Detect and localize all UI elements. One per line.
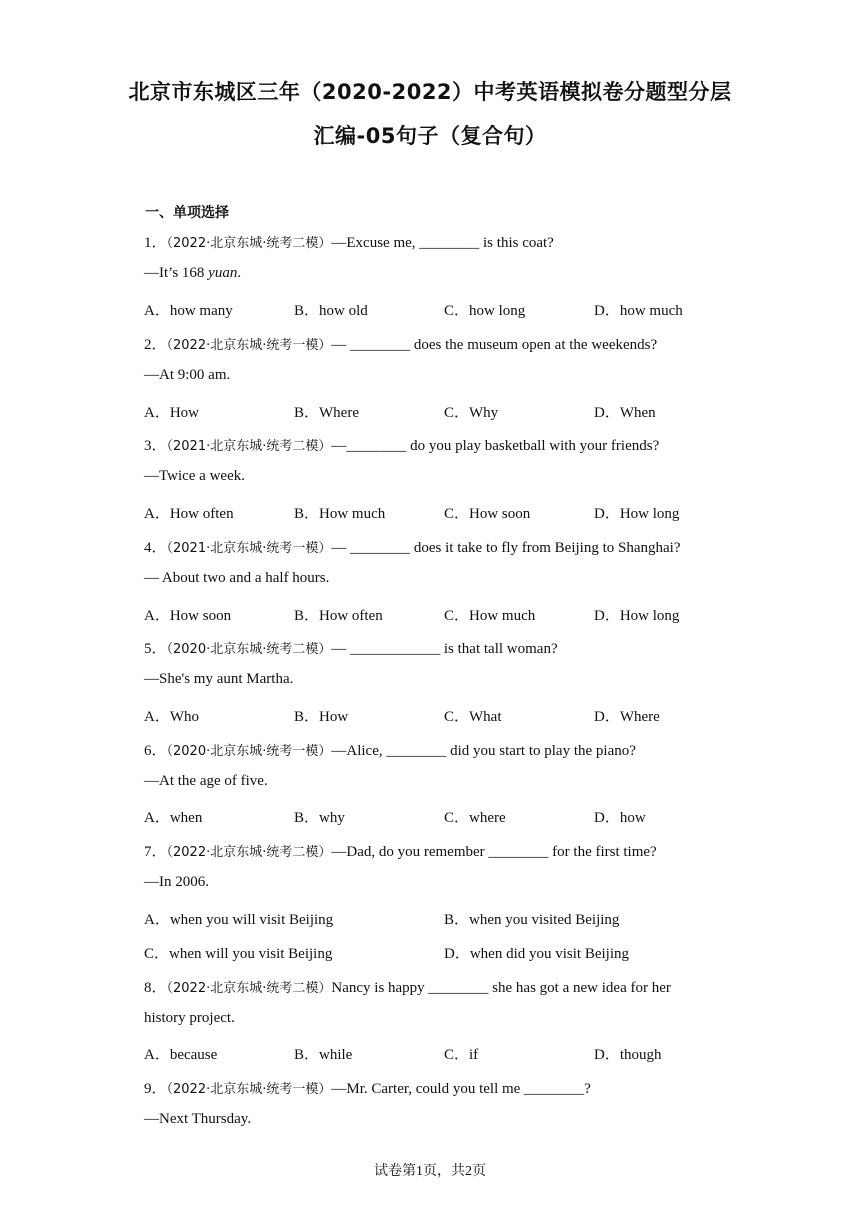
option-b: B．Where xyxy=(294,405,359,421)
option-c: C．What xyxy=(444,709,502,725)
question-9-stem: 9．（2022·北京东城·统考一模）—Mr. Carter, could you tell me ________? xyxy=(144,1081,591,1097)
question-2-stem: 2．（2022·北京东城·统考一模）— ________ does the museum open at the weekends? xyxy=(144,337,658,353)
option-c: C．How much xyxy=(444,608,536,624)
option-b: B．why xyxy=(294,810,345,826)
option-a: A．How often xyxy=(144,506,234,522)
question-source: （2021·北京东城·统考二模） xyxy=(166,439,332,454)
section-heading: 一、单项选择 xyxy=(145,205,229,221)
page-title-line1: 北京市东城区三年（2020-2022）中考英语模拟卷分题型分层 xyxy=(128,80,732,104)
question-6-stem: 6．（2020·北京东城·统考一模）—Alice, ________ did you start to play the piano? xyxy=(144,743,636,759)
page-footer: 试卷第1页，共2页 xyxy=(374,1164,486,1179)
question-5-reply: —She's my aunt Martha. xyxy=(144,671,294,687)
question-6-reply: —At the age of five. xyxy=(144,773,268,789)
question-5-stem: 5．（2020·北京东城·统考二模）— ____________ is that tall woman? xyxy=(144,641,558,657)
question-8-stem: 8．（2022·北京东城·统考二模）Nancy is happy ________ she has got a new idea for her xyxy=(144,980,671,996)
option-d: D．How long xyxy=(594,506,680,522)
question-source: （2022·北京东城·统考二模） xyxy=(166,981,332,996)
option-d: D．when did you visit Beijing xyxy=(444,946,629,962)
option-d: D．When xyxy=(594,405,656,421)
option-a: A．because xyxy=(144,1047,218,1063)
option-c: C．How soon xyxy=(444,506,531,522)
option-b: B．while xyxy=(294,1047,353,1063)
question-7-stem: 7．（2022·北京东城·统考二模）—Dad, do you remember ________ for the first time? xyxy=(144,844,657,860)
option-a: A．how many xyxy=(144,303,233,319)
option-d: D．how much xyxy=(594,303,683,319)
question-2-options xyxy=(144,401,744,421)
option-c: C．how long xyxy=(444,303,526,319)
question-5-options xyxy=(144,705,744,725)
question-8-options xyxy=(144,1043,744,1063)
option-b: B．How often xyxy=(294,608,383,624)
option-c: C．if xyxy=(444,1047,479,1063)
option-d: D．how xyxy=(594,810,646,826)
option-a: A．Who xyxy=(144,709,199,725)
question-1-options xyxy=(144,299,744,319)
question-3-reply: —Twice a week. xyxy=(144,468,245,484)
question-1-reply: —It’s 168 yuan. xyxy=(144,265,242,281)
question-7-options-row1 xyxy=(144,908,744,928)
question-source: （2022·北京东城·统考一模） xyxy=(166,1082,332,1097)
question-4-reply: — About two and a half hours. xyxy=(144,570,330,586)
question-4-stem: 4．（2021·北京东城·统考一模）— ________ does it take to fly from Beijing to Shanghai? xyxy=(144,540,681,556)
question-source: （2021·北京东城·统考一模） xyxy=(166,541,332,556)
option-d: D．Where xyxy=(594,709,660,725)
option-b: B．how old xyxy=(294,303,368,319)
question-8-stem-continued: history project. xyxy=(144,1010,235,1026)
question-1-stem: 1．（2022·北京东城·统考二模）—Excuse me, ________ is this coat? xyxy=(144,235,554,251)
question-7-reply: —In 2006. xyxy=(144,874,209,890)
option-a: A．How soon xyxy=(144,608,232,624)
question-7-options-row2 xyxy=(144,942,744,962)
option-d: D．How long xyxy=(594,608,680,624)
option-a: A．when xyxy=(144,810,203,826)
option-c: C．where xyxy=(444,810,506,826)
option-c: C．Why xyxy=(444,405,499,421)
option-b: B．when you visited Beijing xyxy=(444,912,620,928)
question-6-options xyxy=(144,806,744,826)
option-b: B．How much xyxy=(294,506,386,522)
question-source: （2020·北京东城·统考一模） xyxy=(166,744,332,759)
question-9-reply: —Next Thursday. xyxy=(144,1111,252,1127)
option-d: D．though xyxy=(594,1047,662,1063)
question-source: （2022·北京东城·统考一模） xyxy=(166,338,332,353)
option-b: B．How xyxy=(294,709,349,725)
question-source: （2020·北京东城·统考二模） xyxy=(166,642,332,657)
question-3-options xyxy=(144,502,744,522)
question-source: （2022·北京东城·统考二模） xyxy=(166,845,332,860)
question-3-stem: 3．（2021·北京东城·统考二模）—________ do you play basketball with your friends? xyxy=(144,438,660,454)
question-4-options xyxy=(144,604,744,624)
option-a: A．when you will visit Beijing xyxy=(144,912,334,928)
page-title-line2: 汇编-05句子（复合句） xyxy=(313,124,547,148)
question-2-reply: —At 9:00 am. xyxy=(144,367,231,383)
option-c: C．when will you visit Beijing xyxy=(144,946,333,962)
question-source: （2022·北京东城·统考二模） xyxy=(166,236,332,251)
option-a: A．How xyxy=(144,405,199,421)
